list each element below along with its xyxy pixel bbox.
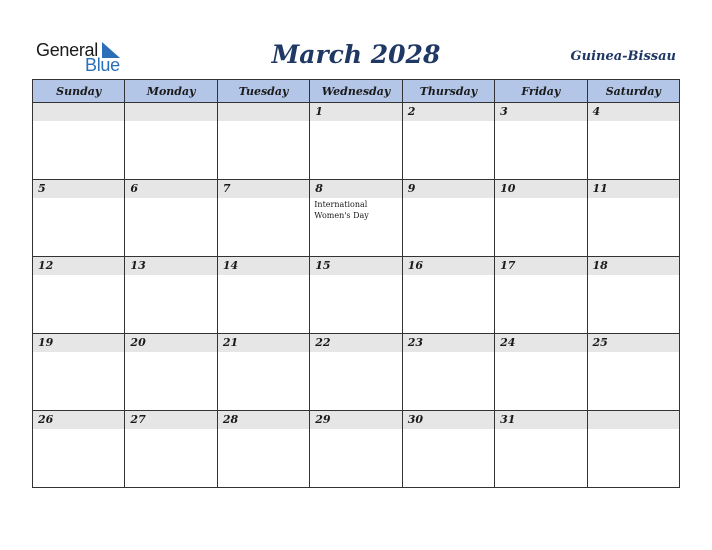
day-cell <box>402 257 494 334</box>
weekday-header: Monday <box>125 80 217 103</box>
day-cell <box>125 257 217 334</box>
day-number: 1 <box>310 103 401 121</box>
country-name: Guinea-Bissau <box>570 49 676 64</box>
day-cell <box>587 334 679 411</box>
logo-word-blue: Blue <box>85 55 120 75</box>
day-cell <box>217 411 309 488</box>
day-cell <box>217 334 309 411</box>
day-number: 20 <box>125 334 216 352</box>
day-cell <box>310 257 402 334</box>
week-row <box>33 334 680 411</box>
day-cell <box>587 103 679 180</box>
holiday-event: International Women's Day <box>314 200 369 220</box>
week-row <box>33 257 680 334</box>
day-cell <box>33 180 125 257</box>
weekday-header: Wednesday <box>310 80 402 103</box>
day-number: 4 <box>588 103 679 121</box>
day-cell <box>33 411 125 488</box>
day-cell <box>587 180 679 257</box>
week-row <box>33 411 680 488</box>
day-number: 31 <box>495 411 586 429</box>
day-number: 3 <box>495 103 586 121</box>
day-cell <box>495 334 587 411</box>
day-cell <box>402 411 494 488</box>
day-cell <box>33 334 125 411</box>
day-cell <box>495 257 587 334</box>
day-number: 23 <box>403 334 494 352</box>
day-number: 15 <box>310 257 401 275</box>
day-number: 5 <box>33 180 124 198</box>
weekday-header: Thursday <box>402 80 494 103</box>
day-cell <box>310 180 402 257</box>
day-number: 21 <box>218 334 309 352</box>
day-cell <box>587 257 679 334</box>
day-cell <box>310 103 402 180</box>
day-number: 30 <box>403 411 494 429</box>
day-number: 17 <box>495 257 586 275</box>
day-number: 28 <box>218 411 309 429</box>
day-number: 9 <box>403 180 494 198</box>
day-number: 10 <box>495 180 586 198</box>
day-cell <box>217 103 309 180</box>
day-number: 27 <box>125 411 216 429</box>
day-number: 13 <box>125 257 216 275</box>
day-cell <box>402 103 494 180</box>
day-number: 18 <box>588 257 679 275</box>
calendar-grid <box>32 79 680 488</box>
day-cell <box>495 103 587 180</box>
day-number <box>125 103 216 121</box>
day-number: 8 <box>310 180 401 198</box>
day-number <box>33 103 124 121</box>
day-cell <box>33 103 125 180</box>
day-cell <box>33 257 125 334</box>
day-number: 22 <box>310 334 401 352</box>
day-cell <box>495 411 587 488</box>
day-cell <box>125 334 217 411</box>
day-cell <box>125 103 217 180</box>
weekday-header: Sunday <box>33 80 125 103</box>
day-number: 2 <box>403 103 494 121</box>
day-number: 14 <box>218 257 309 275</box>
day-cell <box>587 411 679 488</box>
day-number: 26 <box>33 411 124 429</box>
day-cell <box>402 180 494 257</box>
day-number: 16 <box>403 257 494 275</box>
day-cell <box>310 411 402 488</box>
week-row <box>33 103 680 180</box>
calendar-title: March 2028 <box>271 40 441 69</box>
day-cell <box>217 180 309 257</box>
day-number <box>218 103 309 121</box>
day-number: 6 <box>125 180 216 198</box>
weekday-header: Tuesday <box>217 80 309 103</box>
week-row <box>33 180 680 257</box>
weekday-header-row <box>33 80 680 103</box>
logo-word-general: General <box>36 40 98 60</box>
day-number <box>588 411 679 429</box>
day-cell <box>217 257 309 334</box>
day-number: 29 <box>310 411 401 429</box>
weekday-header: Saturday <box>587 80 679 103</box>
day-cell <box>125 180 217 257</box>
day-cell <box>310 334 402 411</box>
day-number: 24 <box>495 334 586 352</box>
day-number: 25 <box>588 334 679 352</box>
day-number: 7 <box>218 180 309 198</box>
day-number: 11 <box>588 180 679 198</box>
day-number: 19 <box>33 334 124 352</box>
day-cell <box>402 334 494 411</box>
day-number: 12 <box>33 257 124 275</box>
day-cell <box>495 180 587 257</box>
day-cell <box>125 411 217 488</box>
weekday-header: Friday <box>495 80 587 103</box>
